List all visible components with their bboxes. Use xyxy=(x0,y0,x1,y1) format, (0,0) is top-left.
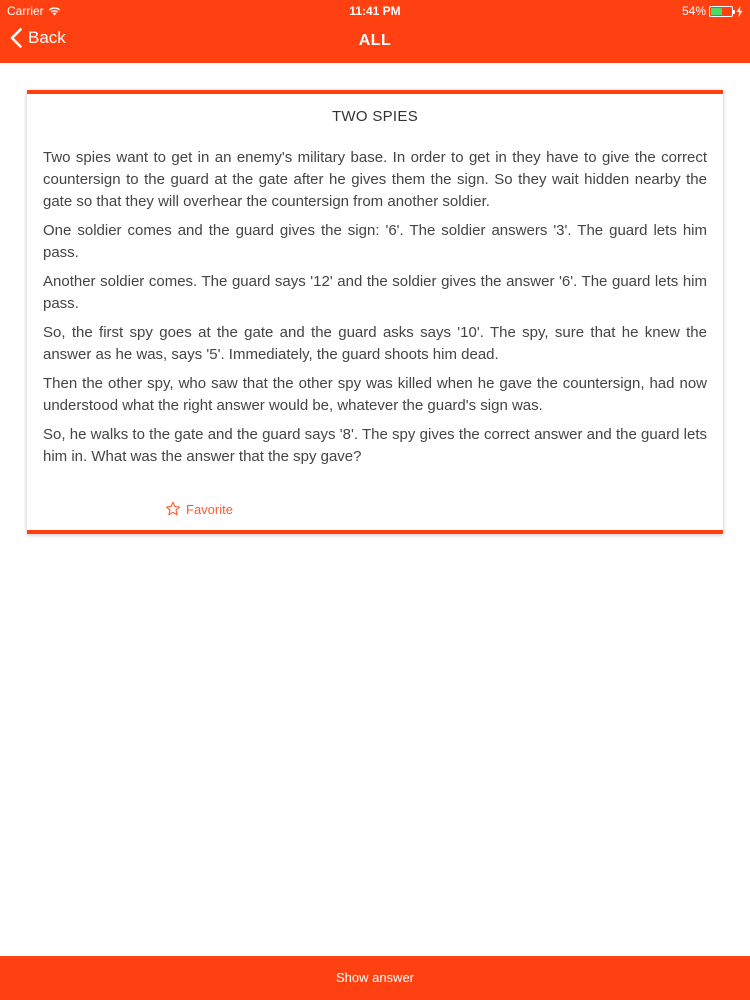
carrier-label: Carrier xyxy=(7,4,44,18)
charging-bolt-icon xyxy=(736,6,743,17)
puzzle-paragraph-4: So, the first spy goes at the gate and the guard asks says '10'. The spy, sure that he knew the answer as he was, says '5'. Immediately, the guard shoots him dead. xyxy=(43,324,707,363)
battery-fill xyxy=(711,8,722,15)
puzzle-card xyxy=(27,90,723,534)
top-bar xyxy=(0,0,750,63)
battery-icon xyxy=(709,6,733,17)
puzzle-body xyxy=(27,125,723,468)
puzzle-paragraph-1: Two spies want to get in an enemy's military base. In order to get in they have to give the correct countersign to the guard at the gate after he gives them the sign. So they wait hidden nearby the gate so that they will overhear the countersign from another soldier. xyxy=(43,149,707,210)
puzzle-paragraph-3: Another soldier comes. The guard says '12' and the soldier gives the answer '6'. The guard lets him pass. xyxy=(43,273,707,312)
status-bar xyxy=(0,0,750,20)
favorite-label: Favorite xyxy=(186,501,233,517)
navigation-bar xyxy=(0,20,750,63)
puzzle-paragraph-2: One soldier comes and the guard gives the sign: '6'. The soldier answers '3'. The guard lets him pass. xyxy=(43,222,707,261)
favorite-button[interactable] xyxy=(165,501,233,517)
show-answer-label: Show answer xyxy=(335,970,415,985)
battery-percent: 54% xyxy=(681,4,706,18)
puzzle-paragraph-5: Then the other spy, who saw that the other spy was killed when he gave the countersign, had now understood what the right answer would be, whatever the guard's sign was. xyxy=(43,375,707,414)
status-time: 11:41 PM xyxy=(349,4,401,18)
star-icon xyxy=(165,501,181,517)
puzzle-title: TWO SPIES xyxy=(331,108,419,125)
battery-status xyxy=(682,4,743,18)
puzzle-paragraph-6: So, he walks to the gate and the guard says '8'. The spy gives the correct answer and the guard lets him in. What was the answer that the spy gave? xyxy=(43,426,707,465)
page-title: ALL xyxy=(358,32,392,49)
back-label: Back xyxy=(28,28,66,47)
show-answer-button[interactable] xyxy=(0,956,750,1000)
